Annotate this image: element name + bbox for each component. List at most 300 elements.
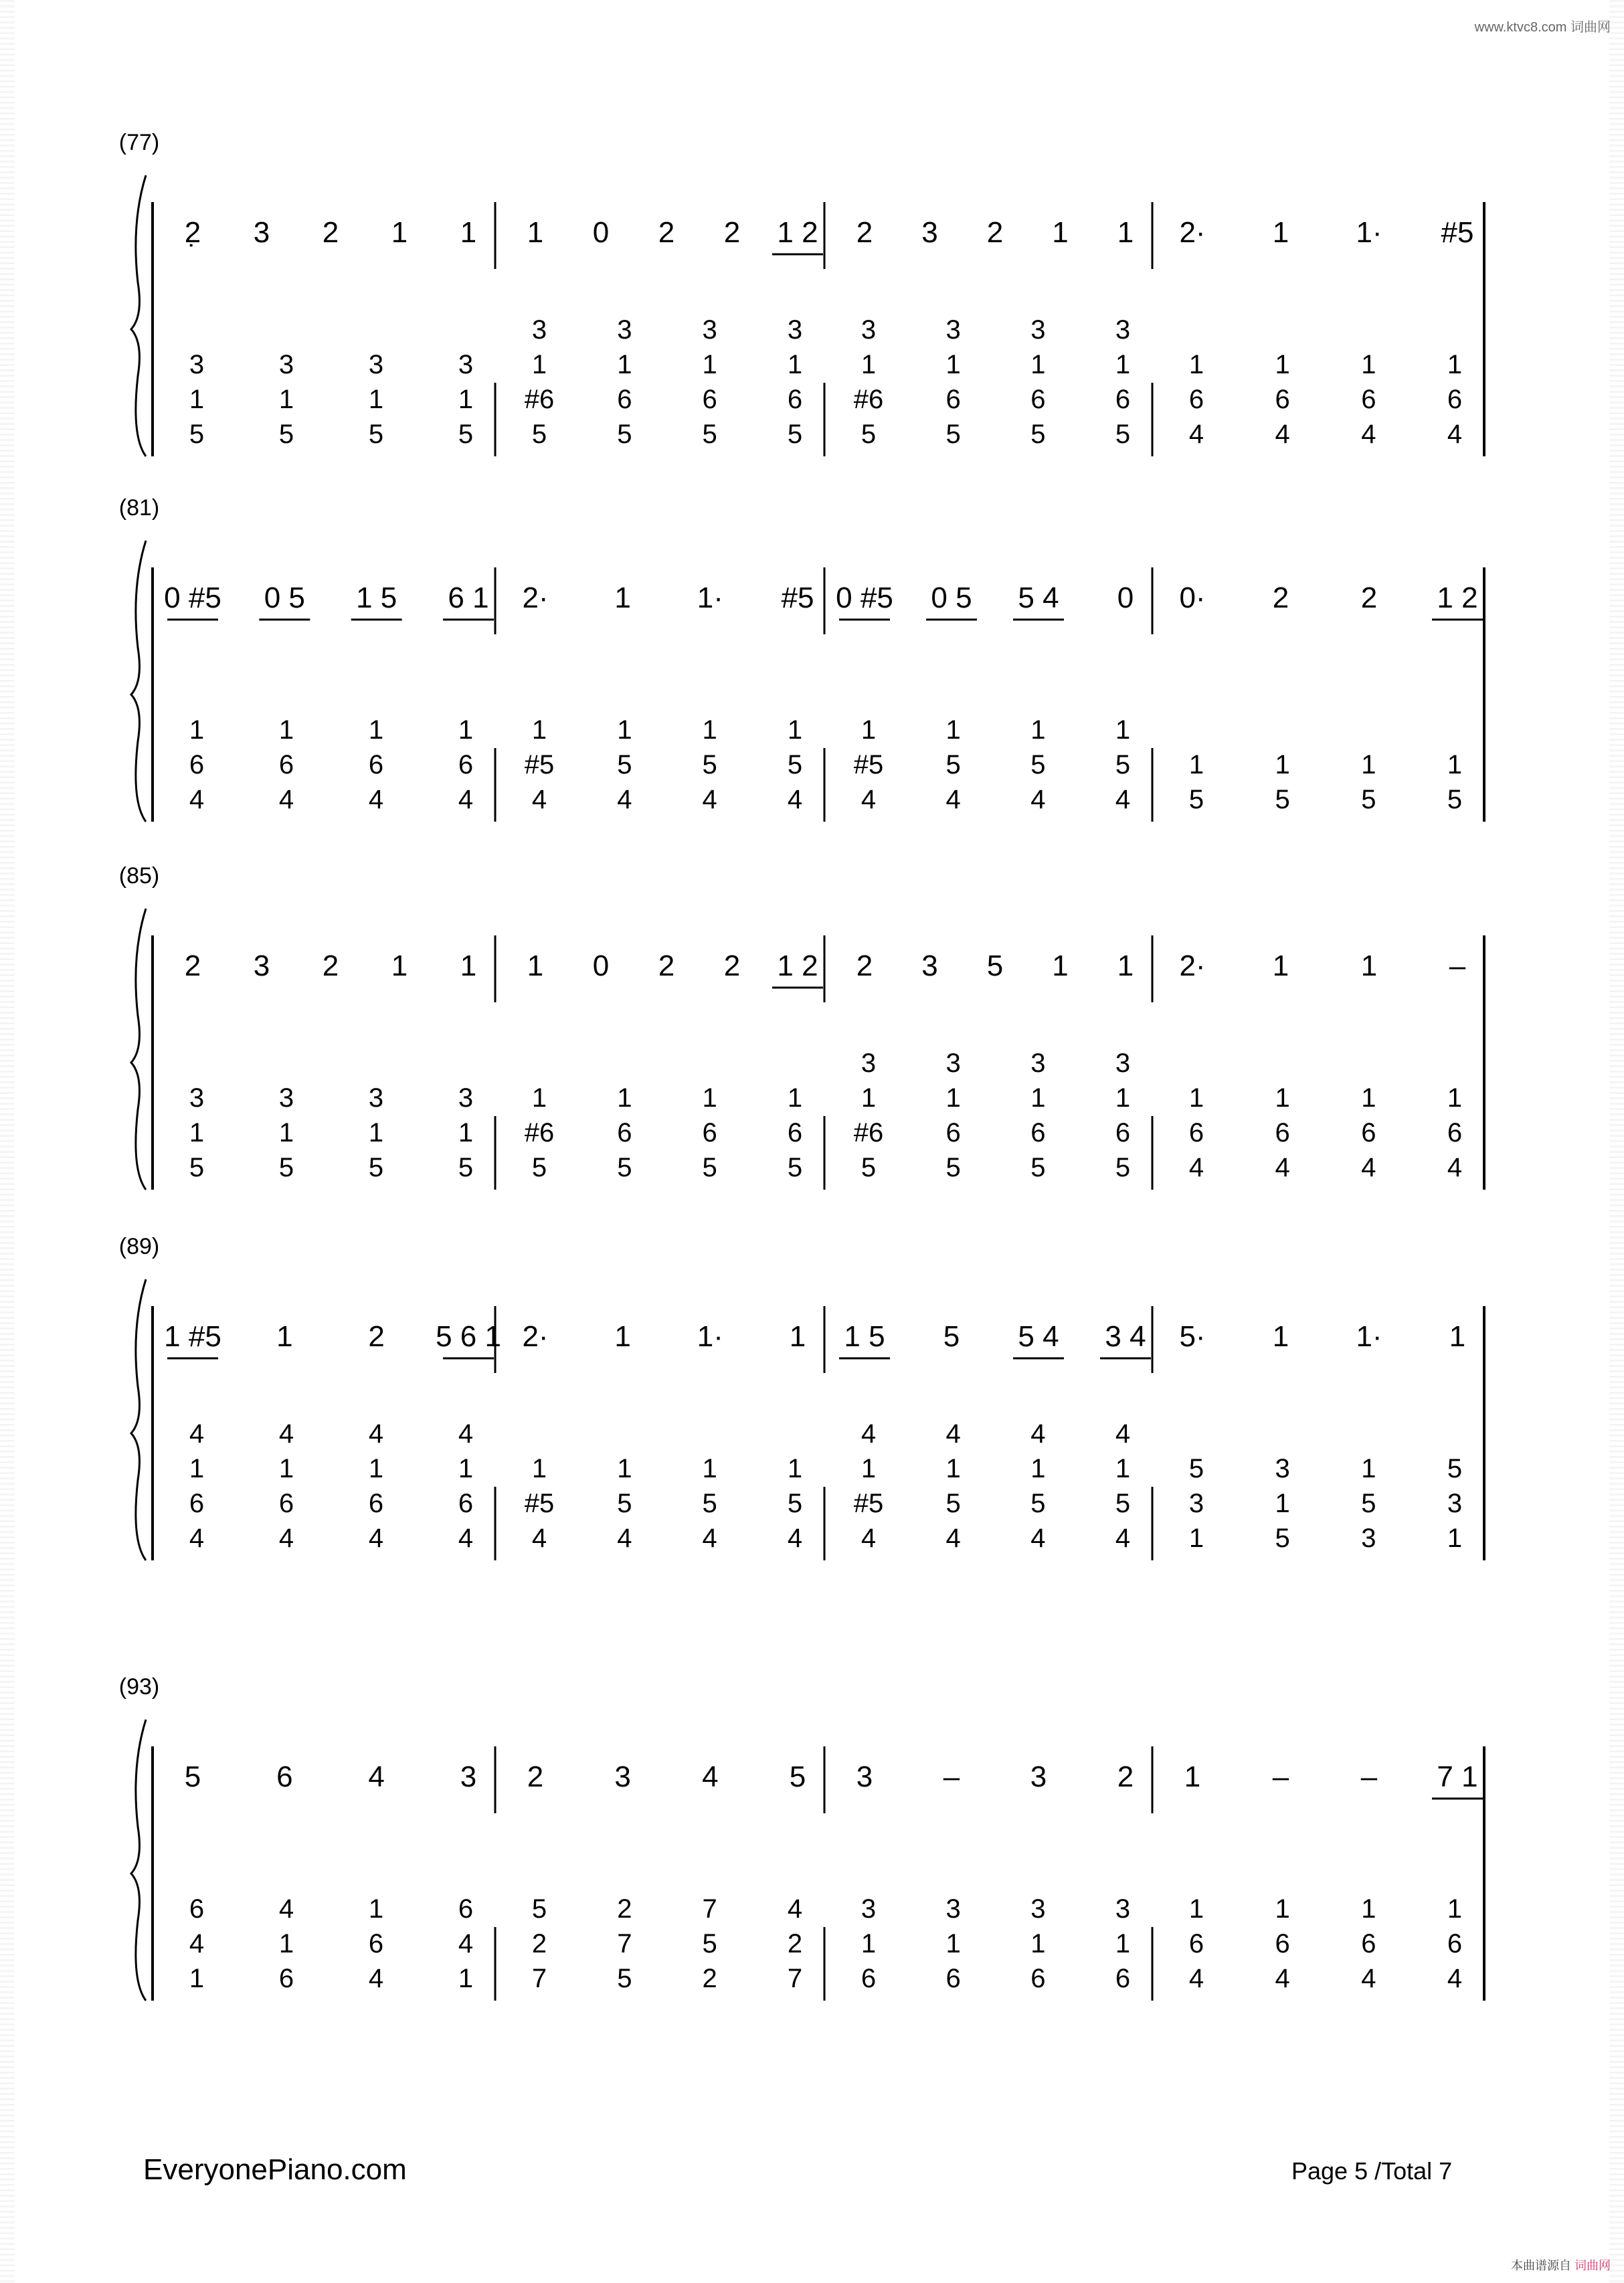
chord-note: 5 <box>702 1489 717 1518</box>
chord-note: 1 <box>1361 750 1376 780</box>
chord-note: 5 <box>617 1153 632 1182</box>
chord-note: 2 <box>787 1929 803 1958</box>
chord-note: 1 <box>458 1118 474 1148</box>
chord-note: 1 <box>189 385 205 414</box>
chord-note: 6 <box>1030 385 1046 414</box>
watermark-bottom <box>1511 2256 1611 2274</box>
chord-note: 1 <box>1188 1894 1204 1924</box>
chord-note: 6 <box>189 1489 205 1518</box>
chord-note: 4 <box>861 785 877 814</box>
melody-note: 1 <box>1184 1760 1201 1793</box>
melody-note: 2 <box>368 1320 385 1353</box>
chord-note: 5 <box>368 1153 384 1182</box>
chord-note: 5 <box>787 1489 803 1518</box>
chord-note: 6 <box>458 750 474 780</box>
chord-note: 1 <box>458 1454 474 1483</box>
chord-note: 1 <box>861 1929 877 1958</box>
chord-note: 4 <box>1115 785 1131 814</box>
chord-note: 1 <box>1361 1083 1376 1113</box>
melody-note: 1 <box>527 949 544 982</box>
grand-staff-brace <box>131 175 146 456</box>
melody-note: 2 <box>856 949 873 982</box>
melody-note: 6 1 <box>448 581 489 614</box>
chord-note: 4 <box>945 1419 961 1449</box>
chord-note: 3 <box>1030 315 1046 345</box>
chord-note: 3 <box>945 1048 961 1078</box>
chord-note: 5 <box>1115 750 1131 780</box>
chord-note: 3 <box>945 1894 961 1924</box>
chord-note: 1 <box>368 715 384 745</box>
chord-note: 5 <box>945 750 961 780</box>
chord-note: 5 <box>1361 1489 1376 1518</box>
chord-note: 4 <box>1188 1964 1204 1993</box>
melody-note: 5 <box>943 1320 960 1353</box>
chord-note: 1 <box>189 1118 205 1148</box>
chord-note: 5 <box>702 1153 717 1182</box>
melody-note: 2 <box>658 949 675 982</box>
melody-note: 7 1 <box>1437 1760 1478 1793</box>
chord-note: 5 <box>945 420 961 449</box>
chord-note: 6 <box>1030 1964 1046 1993</box>
chord-note: 4 <box>861 1419 877 1449</box>
chord-note: 5 <box>458 1153 474 1182</box>
chord-note: 3 <box>1030 1048 1046 1078</box>
melody-note: 1 <box>1449 1320 1466 1353</box>
melody-note: 0 5 <box>931 581 972 614</box>
chord-note: 4 <box>458 1524 474 1553</box>
chord-note: 3 <box>1188 1489 1204 1518</box>
melody-note: 1· <box>1356 216 1382 249</box>
chord-note: 1 <box>1275 1083 1290 1113</box>
footer-site: EveryonePiano.com <box>143 2153 407 2186</box>
chord-note: 5 <box>1447 785 1463 814</box>
melody-note: 1 <box>614 581 631 614</box>
chord-note: 1 <box>458 715 474 745</box>
melody-note: 2 <box>184 949 201 982</box>
melody-note: 1 <box>276 1320 293 1353</box>
melody-note: 1· <box>697 581 723 614</box>
grand-staff-brace <box>131 541 146 822</box>
chord-note: 6 <box>1275 1929 1290 1958</box>
chord-note: 3 <box>1115 1048 1131 1078</box>
melody-note: 1 <box>1052 949 1069 982</box>
chord-note: 5 <box>1030 1153 1046 1182</box>
chord-note: 1 <box>861 715 877 745</box>
melody-note: 2̣ <box>184 216 201 249</box>
chord-note: 5 <box>945 1153 961 1182</box>
chord-note: 1 <box>617 715 632 745</box>
chord-note: 6 <box>1115 385 1131 414</box>
chord-note: 1 <box>1030 350 1046 379</box>
chord-note: 1 <box>945 350 961 379</box>
chord-note: 5 <box>1188 785 1204 814</box>
chord-note: 5 <box>278 420 294 449</box>
chord-note: 5 <box>702 420 717 449</box>
melody-note: 3 <box>253 216 270 249</box>
chord-note: 5 <box>458 420 474 449</box>
melody-note: 1 2 <box>777 216 818 249</box>
chord-note: 1 <box>1030 1929 1046 1958</box>
chord-note: #6 <box>853 385 884 414</box>
chord-note: 6 <box>368 1929 384 1958</box>
chord-note: 5 <box>1030 1489 1046 1518</box>
chord-note: 1 <box>531 715 547 745</box>
chord-note: 6 <box>1115 1118 1131 1148</box>
chord-note: 1 <box>1447 1894 1463 1924</box>
melody-note: 1 5 <box>356 581 397 614</box>
chord-note: 4 <box>189 1524 205 1553</box>
chord-note: 1 <box>278 715 294 745</box>
chord-note: 5 <box>1115 420 1131 449</box>
melody-note: 0· <box>1179 581 1206 614</box>
melody-note: 2 <box>856 216 873 249</box>
chord-note: 6 <box>189 1894 205 1924</box>
melody-note: 2 <box>723 216 741 249</box>
chord-note: 3 <box>945 315 961 345</box>
chord-note: 6 <box>189 750 205 780</box>
chord-note: 3 <box>278 1083 294 1113</box>
melody-note: 1 <box>460 949 477 982</box>
chord-note: 1 <box>1361 1894 1376 1924</box>
chord-note: 6 <box>787 385 803 414</box>
chord-note: 6 <box>702 385 717 414</box>
chord-note: 6 <box>1188 1929 1204 1958</box>
chord-note: 5 <box>787 750 803 780</box>
melody-note: 4 <box>702 1760 719 1793</box>
chord-note: 1 <box>702 1454 717 1483</box>
chord-note: 3 <box>787 315 803 345</box>
watermark-top: www.ktvc8.com 词曲网 <box>1474 20 1611 35</box>
chord-note: 4 <box>1447 420 1463 449</box>
chord-note: 3 <box>617 315 632 345</box>
chord-note: 6 <box>1275 1118 1290 1148</box>
chord-note: 6 <box>458 1894 474 1924</box>
chord-note: 1 <box>1115 715 1131 745</box>
chord-note: 3 <box>278 350 294 379</box>
chord-note: 3 <box>458 1083 474 1113</box>
chord-note: 6 <box>945 1964 961 1993</box>
chord-note: 3 <box>861 1894 877 1924</box>
chord-note: 4 <box>702 785 717 814</box>
chord-note: 6 <box>1361 385 1376 414</box>
chord-note: #5 <box>853 1489 884 1518</box>
chord-note: 6 <box>861 1964 877 1993</box>
chord-note: 4 <box>189 785 205 814</box>
chord-note: 1 <box>1447 1524 1463 1553</box>
melody-note: 0 #5 <box>836 581 893 614</box>
chord-note: 5 <box>1030 750 1046 780</box>
melody-note: 1 <box>1272 1320 1289 1353</box>
chord-note: 3 <box>702 315 717 345</box>
melody-note: 2 <box>1272 581 1289 614</box>
chord-note: 1 <box>1188 750 1204 780</box>
chord-note: 4 <box>278 785 294 814</box>
chord-note: 1 <box>617 1083 632 1113</box>
melody-note: 3 <box>614 1760 631 1793</box>
chord-note: 3 <box>1115 1894 1131 1924</box>
melody-note: 1 <box>1052 216 1069 249</box>
chord-note: 1 <box>189 1964 205 1993</box>
chord-note: 6 <box>368 750 384 780</box>
melody-note: 3 <box>460 1760 477 1793</box>
measure-number: (93) <box>118 1674 160 1700</box>
chord-note: 1 <box>1361 350 1376 379</box>
chord-note: 4 <box>1188 420 1204 449</box>
melody-note: 3 <box>253 949 270 982</box>
chord-note: 4 <box>189 1929 205 1958</box>
chord-note: 1 <box>1030 1454 1046 1483</box>
chord-note: 6 <box>1188 385 1204 414</box>
chord-note: 4 <box>1447 1964 1463 1993</box>
melody-note: – <box>943 1760 960 1793</box>
chord-note: 6 <box>1447 1118 1463 1148</box>
melody-note: 5 4 <box>1018 1320 1059 1353</box>
chord-note: 1 <box>531 1083 547 1113</box>
melody-note: 5 4 <box>1018 581 1059 614</box>
chord-note: 3 <box>368 350 384 379</box>
measure-number: (85) <box>118 863 160 889</box>
melody-note: 2 <box>723 949 741 982</box>
melody-note: 0 <box>592 216 610 249</box>
melody-note: 5 6 1 <box>436 1320 501 1353</box>
chord-note: 6 <box>278 750 294 780</box>
chord-note: 1 <box>861 1083 877 1113</box>
chord-note: 1 <box>787 1454 803 1483</box>
chord-note: 4 <box>368 1524 384 1553</box>
melody-note: 2 <box>527 1760 544 1793</box>
chord-note: 6 <box>945 385 961 414</box>
chord-note: 4 <box>458 1929 474 1958</box>
melody-note: 1· <box>697 1320 723 1353</box>
chord-note: 4 <box>1275 420 1290 449</box>
chord-note: 4 <box>278 1524 294 1553</box>
chord-note: 5 <box>278 1153 294 1182</box>
chord-note: 4 <box>617 1524 632 1553</box>
chord-note: 6 <box>1361 1118 1376 1148</box>
melody-note: 2· <box>522 581 549 614</box>
melody-note: 1 <box>1272 949 1289 982</box>
chord-note: 5 <box>1030 420 1046 449</box>
chord-note: 5 <box>531 420 547 449</box>
chord-note: 4 <box>1447 1153 1463 1182</box>
chord-note: 3 <box>1115 315 1131 345</box>
chord-note: 3 <box>861 1048 877 1078</box>
chord-note: 1 <box>1361 1454 1376 1483</box>
chord-note: 5 <box>861 1153 877 1182</box>
chord-note: 6 <box>1115 1964 1131 1993</box>
watermark-bottom-brand: 词曲网 <box>1574 2259 1611 2272</box>
melody-note: 6 <box>276 1760 293 1793</box>
melody-note: 1 <box>1272 216 1289 249</box>
melody-note: 5 <box>789 1760 806 1793</box>
chord-note: 4 <box>945 785 961 814</box>
chord-note: 2 <box>702 1964 717 1993</box>
chord-note: 1 <box>278 1929 294 1958</box>
chord-note: 1 <box>702 350 717 379</box>
chord-note: 5 <box>189 1153 205 1182</box>
chord-note: 3 <box>368 1083 384 1113</box>
chord-note: 5 <box>617 1964 632 1993</box>
chord-note: 3 <box>531 315 547 345</box>
chord-note: 1 <box>1275 350 1290 379</box>
chord-note: 6 <box>1447 385 1463 414</box>
melody-note: 2 <box>1117 1760 1134 1793</box>
chord-note: 5 <box>702 1929 717 1958</box>
melody-note: 3 4 <box>1105 1320 1146 1353</box>
chord-note: 5 <box>1361 785 1376 814</box>
chord-note: 1 <box>531 350 547 379</box>
chord-note: 1 <box>1275 1894 1290 1924</box>
chord-note: 4 <box>368 1419 384 1449</box>
chord-note: 5 <box>617 420 632 449</box>
chord-note: 3 <box>189 350 205 379</box>
chord-note: 4 <box>189 1419 205 1449</box>
melody-note: – <box>1449 949 1466 982</box>
chord-note: 1 <box>1188 350 1204 379</box>
chord-note: 6 <box>945 1118 961 1148</box>
chord-note: 1 <box>1188 1083 1204 1113</box>
chord-note: 1 <box>189 1454 205 1483</box>
melody-note: 1 <box>614 1320 631 1353</box>
grand-staff-brace <box>131 1279 146 1560</box>
chord-note: 7 <box>787 1964 803 1993</box>
chord-note: 4 <box>945 1524 961 1553</box>
melody-note: 2 <box>986 216 1004 249</box>
chord-note: 6 <box>1361 1929 1376 1958</box>
chord-note: 7 <box>617 1929 632 1958</box>
chord-note: 5 <box>1275 1524 1290 1553</box>
chord-note: 4 <box>278 1894 294 1924</box>
chord-note: 5 <box>1115 1489 1131 1518</box>
chord-note: 1 <box>945 1454 961 1483</box>
chord-note: 6 <box>368 1489 384 1518</box>
melody-note: 1 <box>460 216 477 249</box>
measure-number: (77) <box>118 130 160 155</box>
chord-note: 4 <box>1188 1153 1204 1182</box>
chord-note: 6 <box>1275 385 1290 414</box>
chord-note: 1 <box>787 350 803 379</box>
chord-note: 3 <box>861 315 877 345</box>
chord-note: 5 <box>702 750 717 780</box>
chord-note: 5 <box>787 1153 803 1182</box>
melody-note: 2 <box>322 216 339 249</box>
melody-note: 5· <box>1179 1320 1206 1353</box>
chord-note: 6 <box>458 1489 474 1518</box>
melody-note: 0 <box>1117 581 1134 614</box>
melody-note: #5 <box>1441 216 1474 249</box>
chord-note: 1 <box>1030 715 1046 745</box>
chord-note: 6 <box>1188 1118 1204 1148</box>
chord-note: 1 <box>278 385 294 414</box>
chord-note: 1 <box>1275 750 1290 780</box>
melody-note: 0 <box>592 949 610 982</box>
chord-note: 4 <box>861 1524 877 1553</box>
melody-note: 1 2 <box>1437 581 1478 614</box>
chord-note: 1 <box>368 385 384 414</box>
melody-note: – <box>1360 1760 1378 1793</box>
melody-note: 2 <box>322 949 339 982</box>
measure-number: (89) <box>118 1234 160 1259</box>
chord-note: 1 <box>1447 1083 1463 1113</box>
chord-note: 5 <box>1115 1153 1131 1182</box>
melody-note: 4 <box>368 1760 385 1793</box>
melody-note: 2· <box>522 1320 549 1353</box>
chord-note: 6 <box>1030 1118 1046 1148</box>
chord-note: 7 <box>531 1964 547 1993</box>
chord-note: 1 <box>945 715 961 745</box>
melody-note: 3 <box>856 1760 873 1793</box>
chord-note: 5 <box>945 1489 961 1518</box>
chord-note: 4 <box>1030 1524 1046 1553</box>
chord-note: 1 <box>702 715 717 745</box>
watermark-bottom-text: 本曲谱源自 <box>1510 2259 1571 2272</box>
chord-note: 4 <box>278 1419 294 1449</box>
chord-note: 4 <box>368 1964 384 1993</box>
melody-note: 2· <box>1179 949 1206 982</box>
chord-note: 3 <box>1030 1894 1046 1924</box>
chord-note: 1 <box>1275 1489 1290 1518</box>
chord-note: 1 <box>1115 1929 1131 1958</box>
melody-note: 1 <box>1117 949 1134 982</box>
chord-note: 4 <box>1115 1524 1131 1553</box>
chord-note: 5 <box>1275 785 1290 814</box>
chord-note: 5 <box>531 1153 547 1182</box>
chord-note: 4 <box>1361 1153 1376 1182</box>
chord-note: 2 <box>617 1894 632 1924</box>
chord-note: 1 <box>1447 750 1463 780</box>
chord-note: 1 <box>1447 350 1463 379</box>
chord-note: 4 <box>787 785 803 814</box>
melody-note: – <box>1272 1760 1289 1793</box>
melody-note: 1 <box>391 949 408 982</box>
chord-note: 1 <box>1030 1083 1046 1113</box>
chord-note: 4 <box>458 1419 474 1449</box>
chord-note: 1 <box>458 1964 474 1993</box>
melody-note: 3 <box>921 216 938 249</box>
chord-note: 5 <box>617 750 632 780</box>
melody-note: 1 <box>391 216 408 249</box>
chord-note: 7 <box>702 1894 717 1924</box>
melody-note: 2· <box>1179 216 1206 249</box>
melody-note: 1 <box>527 216 544 249</box>
chord-note: 4 <box>1275 1964 1290 1993</box>
chord-note: 1 <box>787 715 803 745</box>
chord-note: 3 <box>1447 1489 1463 1518</box>
chord-note: 4 <box>1361 420 1376 449</box>
chord-note: 1 <box>945 1929 961 1958</box>
chord-note: 4 <box>368 785 384 814</box>
chord-note: 4 <box>458 785 474 814</box>
chord-note: 1 <box>278 1454 294 1483</box>
chord-note: 5 <box>368 420 384 449</box>
chord-note: 4 <box>1275 1153 1290 1182</box>
chord-note: 4 <box>1030 1419 1046 1449</box>
chord-note: 4 <box>1030 785 1046 814</box>
melody-note: 0 5 <box>264 581 305 614</box>
chord-note: 1 <box>1188 1524 1204 1553</box>
chord-note: #6 <box>524 1118 555 1148</box>
chord-note: 1 <box>1115 1454 1131 1483</box>
chord-note: 1 <box>945 1083 961 1113</box>
chord-note: 6 <box>702 1118 717 1148</box>
footer-page-number: Page 5 /Total 7 <box>1291 2157 1453 2185</box>
chord-note: #5 <box>524 1489 555 1518</box>
chord-note: 3 <box>189 1083 205 1113</box>
chord-note: #6 <box>524 385 555 414</box>
chord-note: 4 <box>531 785 547 814</box>
melody-note: 2 <box>658 216 675 249</box>
melody-note: 3 <box>1030 1760 1047 1793</box>
